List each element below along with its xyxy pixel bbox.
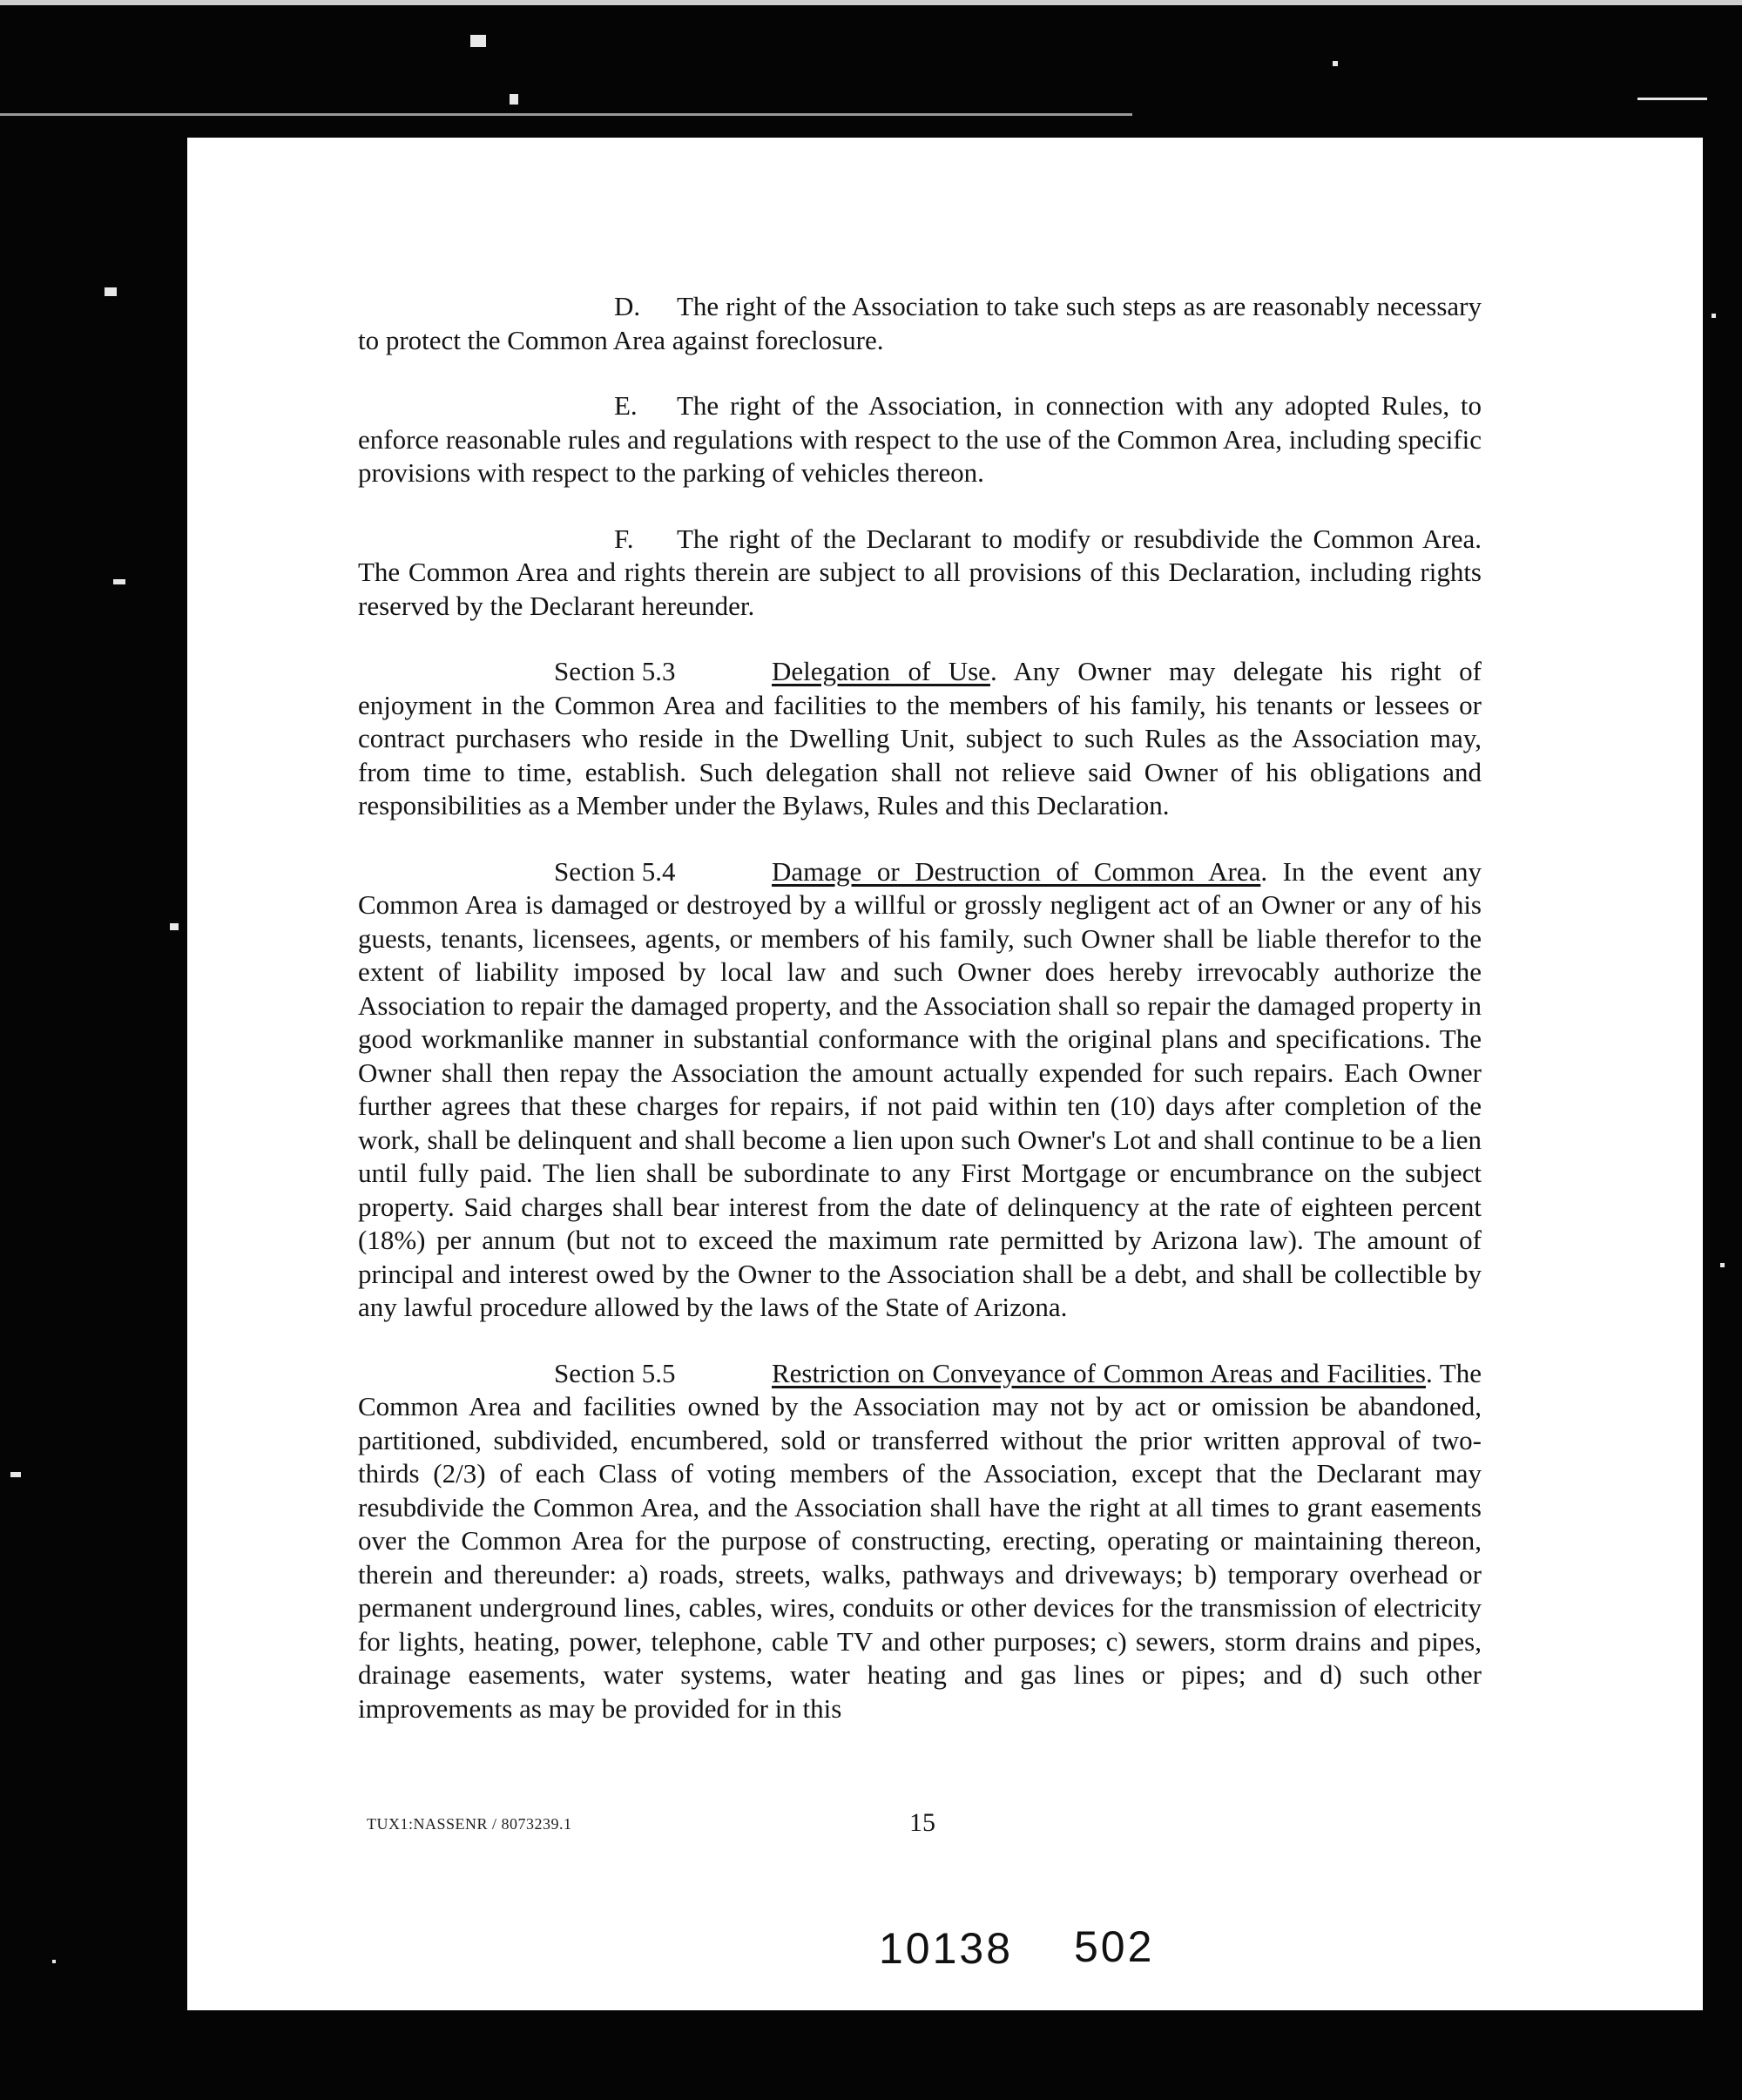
document-body: [358, 290, 1482, 1725]
section-number: Section 5.4: [554, 855, 676, 887]
paragraph-label: D.: [614, 291, 641, 321]
section-title: Restriction on Conveyance of Common Areas and Facilities: [772, 1357, 1426, 1388]
recording-page: 502: [1074, 1922, 1155, 1971]
scan-noise: [170, 923, 179, 930]
page-number: 15: [909, 1808, 935, 1837]
paragraph-label: E.: [614, 390, 638, 421]
scan-noise: [1637, 98, 1707, 100]
section-5-5: Section 5.5 Restriction on Conveyance of Common Areas and Facilities. The Common Area and facilities owned by the Association may not by act or omission be abandoned, partitioned, subdivided, encumbered, sold or transferred without the prior written approval of two-thirds (2/3) of each Class of voting members of the Association, except that the Declarant may resubdivide the Common Area, and the Association shall have the right at all times to grant easements over the Common Area for the purpose of constructing, erecting, operating or maintaining thereon, therein and thereunder: a) roads, streets, walks, pathways and driveways; b) temporary overhead or permanent underground lines, cables, wires, conduits or other devices for the transmission of electricity for lights, heating, power, telephone, cable TV and other purposes; c) sewers, storm drains and pipes, drainage easements, water systems, water heating and gas lines or pipes; and d) such other improvements as may be provided for in this: [358, 1357, 1482, 1724]
paragraph-text: The right of the Declarant to modify or resubdivide the Common Area. The Common Area and rights therein are subject to all provisions of this Declaration, including rights reserved by the Declarant hereunder.: [358, 523, 1482, 621]
paragraph-d: [358, 290, 1482, 357]
document-code: TUX1:NASSENR / 8073239.1: [367, 1815, 572, 1833]
section-5-3: Section 5.3 Delegation of Use. Any Owner may delegate his right of enjoyment in the Common Area and facilities to the members of his family, his tenants or lessees or contract purchasers who reside in the Dwelling Unit, subject to such Rules as the Association may, from time to time, establish. Such delegation shall not relieve said Owner of his obligations and responsibilities as a Member under the Bylaws, Rules and this Declaration.: [358, 656, 1482, 820]
scan-noise: [113, 579, 125, 584]
section-5-4: Section 5.4 Damage or Destruction of Common Area. In the event any Common Area is damaged or destroyed by a willful or grossly negligent act of an Owner or any of his guests, tenants, licensees, agents, or members of his family, such Owner shall be liable therefor to the extent of liability imposed by local law and such Owner does hereby irrevocably authorize the Association to repair the damaged property, and the Association shall so repair the damaged property in good workmanlike manner in substantial conformance with the original plans and specifications. The Owner shall then repay the Association the amount actually expended for such repairs. Each Owner further agrees that these charges for repairs, if not paid within ten (10) days after completion of the work, shall be delinquent and shall become a lien upon such Owner's Lot and shall continue to be a lien until fully paid. The lien shall be subordinate to any First Mortgage or encumbrance on the subject property. Said charges shall bear interest from the date of delinquency at the rate of eighteen percent (18%) per annum (but not to exceed the maximum rate permitted by Arizona law). The amount of principal and interest owed by the Owner to the Association shall be a debt, and shall be collectible by any lawful procedure allowed by the laws of the State of Arizona.: [358, 855, 1482, 1322]
scan-noise: [10, 1472, 21, 1477]
document-page: [187, 138, 1703, 2010]
section-number: Section 5.3: [554, 656, 676, 686]
section-text: In the event any Common Area is damaged or destroyed by a willful or grossly negligent act of an Owner or any of his guests, tenants, licensees, agents, or members of his family, such Owner shall be liable therefor to the extent of liability imposed by local law and such Owner does hereby irrevocably authorize the Association to repair the damaged property, and the Association shall so repair the damaged property in good workmanlike manner in substantial conformance with the original plans and specifications. The Owner shall then repay the Association the amount actually expended for such repairs. Each Owner further agrees that these charges for repairs, if not paid within ten (10) days after completion of the work, shall be delinquent and shall become a lien upon such Owner's Lot and shall continue to be a lien until fully paid. The lien shall be subordinate to any First Mortgage or encumbrance on the subject property. Said charges shall bear interest from the date of delinquency at the rate of eighteen percent (18%) per annum (but not to exceed the maximum rate permitted by Arizona law). The amount of principal and interest owed by the Owner to the Association shall be a debt, and shall be collectible by any lawful procedure allowed by the laws of the State of Arizona.: [358, 855, 1482, 1322]
scan-noise: [0, 0, 1742, 5]
section-title: Delegation of Use: [772, 656, 990, 686]
scan-noise: [470, 35, 486, 47]
scan-noise: [510, 94, 518, 105]
paragraph-label: F.: [614, 523, 634, 554]
section-number: Section 5.5: [554, 1357, 676, 1388]
scan-noise: [1712, 314, 1716, 318]
recording-number: 10138: [879, 1924, 1014, 1973]
scan-noise: [105, 287, 117, 296]
paragraph-f: [358, 523, 1482, 624]
section-title: Damage or Destruction of Common Area: [772, 855, 1261, 887]
scan-noise: [1720, 1263, 1725, 1267]
paragraph-e: [358, 389, 1482, 490]
section-text: Any Owner may delegate his right of enjoyment in the Common Area and facilities to the members of his family, his tenants or lessees or contract purchasers who reside in the Dwelling Unit, subject to such Rules as the Association may, from time to time, establish. Such delegation shall not relieve said Owner of his obligations and responsibilities as a Member under the Bylaws, Rules and this Declaration.: [358, 656, 1482, 820]
scan-noise: [52, 1960, 56, 1963]
paragraph-text: The right of the Association, in connection with any adopted Rules, to enforce reasonable rules and regulations with respect to the use of the Common Area, including specific provisions with respect to the parking of vehicles thereon.: [358, 390, 1482, 488]
paragraph-text: The right of the Association to take such steps as are reasonably necessary to protect the Common Area against foreclosure.: [358, 291, 1482, 355]
scan-noise: [0, 113, 1132, 116]
scan-noise: [1333, 61, 1338, 66]
section-text: The Common Area and facilities owned by the Association may not by act or omission be abandoned, partitioned, subdivided, encumbered, sold or transferred without the prior written approval of two-thirds (2/3) of each Class of voting members of the Association, except that the Declarant may resubdivide the Common Area, and the Association shall have the right at all times to grant easements over the Common Area for the purpose of constructing, erecting, operating or maintaining thereon, therein and thereunder: a) roads, streets, walks, pathways and driveways; b) temporary overhead or permanent underground lines, cables, wires, conduits or other devices for the transmission of electricity for lights, heating, power, telephone, cable TV and other purposes; c) sewers, storm drains and pipes, drainage easements, water systems, water heating and gas lines or pipes; and d) such other improvements as may be provided for in this: [358, 1357, 1482, 1724]
